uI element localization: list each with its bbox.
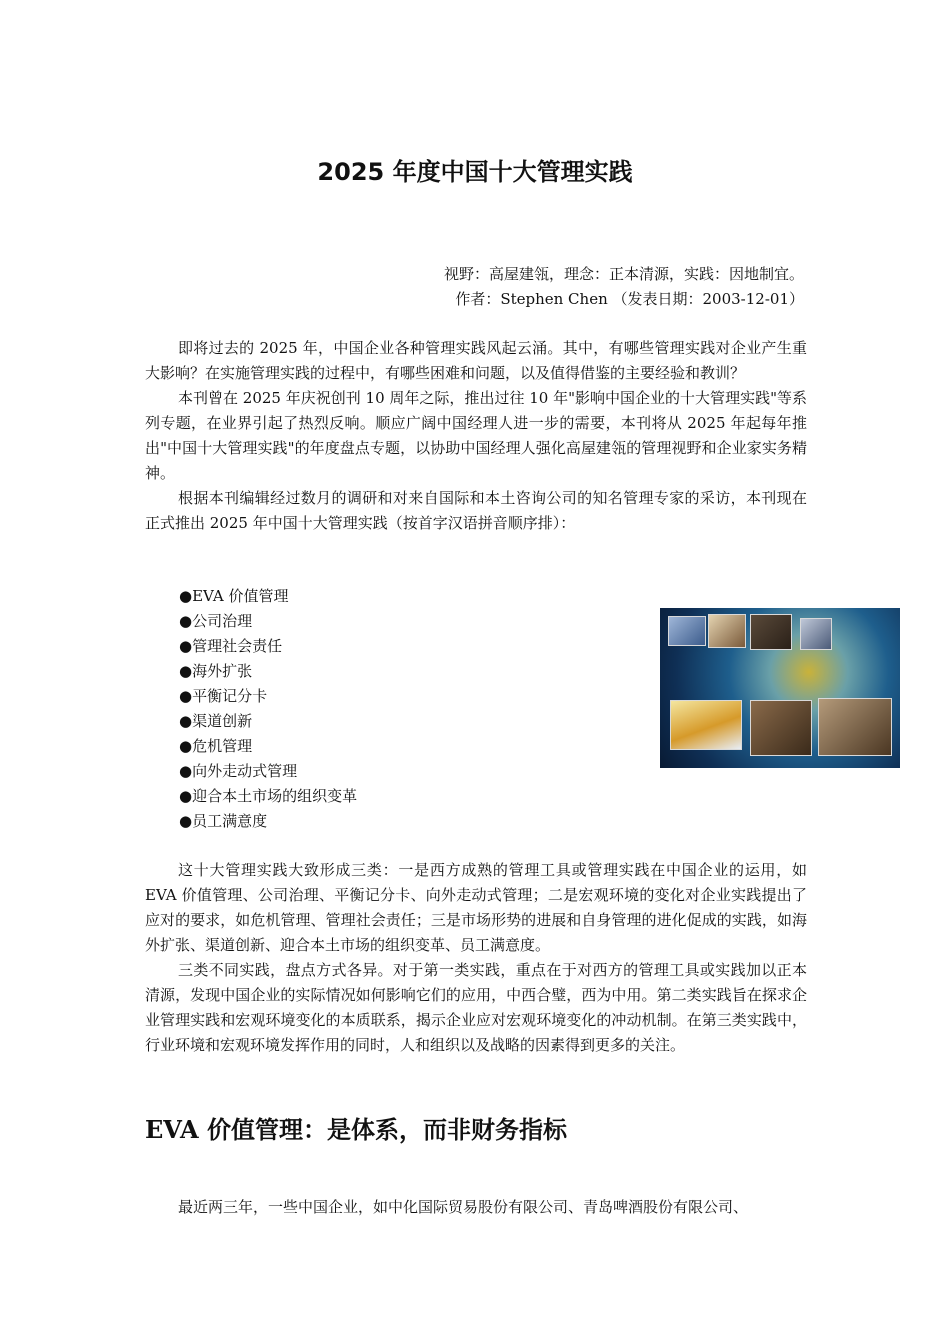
practice-label: 危机管理 <box>192 737 253 755</box>
collage-tile <box>818 698 892 756</box>
practice-label: 迎合本土市场的组织变革 <box>192 787 358 805</box>
practice-label: 公司治理 <box>192 612 253 630</box>
practice-label: 员工满意度 <box>192 812 268 830</box>
bullet-icon: ● <box>179 662 193 680</box>
practice-item <box>179 759 357 784</box>
page-title: 2025 年度中国十大管理实践 <box>317 158 633 186</box>
practice-label: 海外扩张 <box>192 662 253 680</box>
bullet-icon: ● <box>179 587 193 605</box>
outro-paragraph: 这十大管理实践大致形成三类：一是西方成熟的管理工具或管理实践在中国企业的运用，如 EVA 价值管理、公司治理、平衡记分卡、向外走动式管理；二是宏观环境的变化对企业实践提出了应对的要求，如危机管理、管理社会责任；三是市场形势的进展和自身管理的进化促成的实践，如海外扩张、渠道创新、迎合本土市场的组织变革、员工满意度。 <box>145 861 807 954</box>
collage-tile <box>708 614 746 648</box>
bullet-icon: ● <box>179 812 193 830</box>
practice-label: 渠道创新 <box>192 712 253 730</box>
practice-label: 管理社会责任 <box>192 637 283 655</box>
intro-paragraph: 即将过去的 2025 年，中国企业各种管理实践风起云涌。其中，有哪些管理实践对企业产生重大影响？在实施管理实践的过程中，有哪些困难和问题，以及值得借鉴的主要经验和教训？ <box>145 339 807 382</box>
practice-item <box>179 634 357 659</box>
outro-paragraph: 三类不同实践，盘点方式各异。对于第一类实践，重点在于对西方的管理工具或实践加以正本清源，发现中国企业的实际情况如何影响它们的应用，中西合璧，西为中用。第二类实践旨在探求企业管理实践和宏观环境变化的本质联系，揭示企业应对宏观环境变化的冲动机制。在第三类实践中，行业环境和宏观环境发挥作用的同时，人和组织以及战略的因素得到更多的关注。 <box>145 961 807 1054</box>
intro-paragraph: 本刊曾在 2025 年庆祝创刊 10 周年之际，推出过往 10 年"影响中国企业的十大管理实践"等系列专题，在业界引起了热烈反响。顺应广阔中国经理人进一步的需要，本刊将从 2025 年起每年推出"中国十大管理实践"的年度盘点专题，以协助中国经理人强化高屋建瓴的管理视野和企业家实务精神。 <box>145 389 807 482</box>
collage-tile <box>670 700 742 750</box>
bullet-icon: ● <box>179 687 193 705</box>
practice-label: 向外走动式管理 <box>192 762 298 780</box>
author-line: 作者：Stephen Chen （发表日期：2003-12-01） <box>455 290 804 308</box>
intro-section <box>145 336 807 536</box>
outro-section <box>145 858 807 1058</box>
bullet-icon: ● <box>179 787 193 805</box>
bullet-icon: ● <box>179 712 193 730</box>
practice-item <box>179 609 357 634</box>
practice-item <box>179 734 357 759</box>
practice-label: EVA 价值管理 <box>192 587 289 605</box>
collage-tile <box>668 616 706 646</box>
bullet-icon: ● <box>179 637 193 655</box>
bullet-icon: ● <box>179 737 193 755</box>
practice-item <box>179 584 357 609</box>
last-section <box>145 1195 807 1220</box>
collage-image <box>660 608 900 768</box>
collage-tile <box>750 700 812 756</box>
practice-label: 平衡记分卡 <box>192 687 268 705</box>
intro-paragraph: 根据本刊编辑经过数月的调研和对来自国际和本土咨询公司的知名管理专家的采访，本刊现在正式推出 2025 年中国十大管理实践（按首字汉语拼音顺序排）： <box>145 489 807 532</box>
bullet-icon: ● <box>179 762 193 780</box>
practice-item <box>179 684 357 709</box>
collage-tile <box>750 614 792 650</box>
practices-list <box>179 584 357 834</box>
vision-line: 视野：高屋建瓴，理念：正本清源，实践：因地制宜。 <box>443 265 804 283</box>
practice-item <box>179 709 357 734</box>
practice-item <box>179 809 357 834</box>
bullet-icon: ● <box>179 612 193 630</box>
collage-tile <box>800 618 832 650</box>
practice-item <box>179 659 357 684</box>
last-paragraph: 最近两三年，一些中国企业，如中化国际贸易股份有限公司、青岛啤酒股份有限公司、 <box>178 1198 749 1216</box>
section-heading: EVA 价值管理：是体系，而非财务指标 <box>145 1115 568 1144</box>
practice-item <box>179 784 357 809</box>
